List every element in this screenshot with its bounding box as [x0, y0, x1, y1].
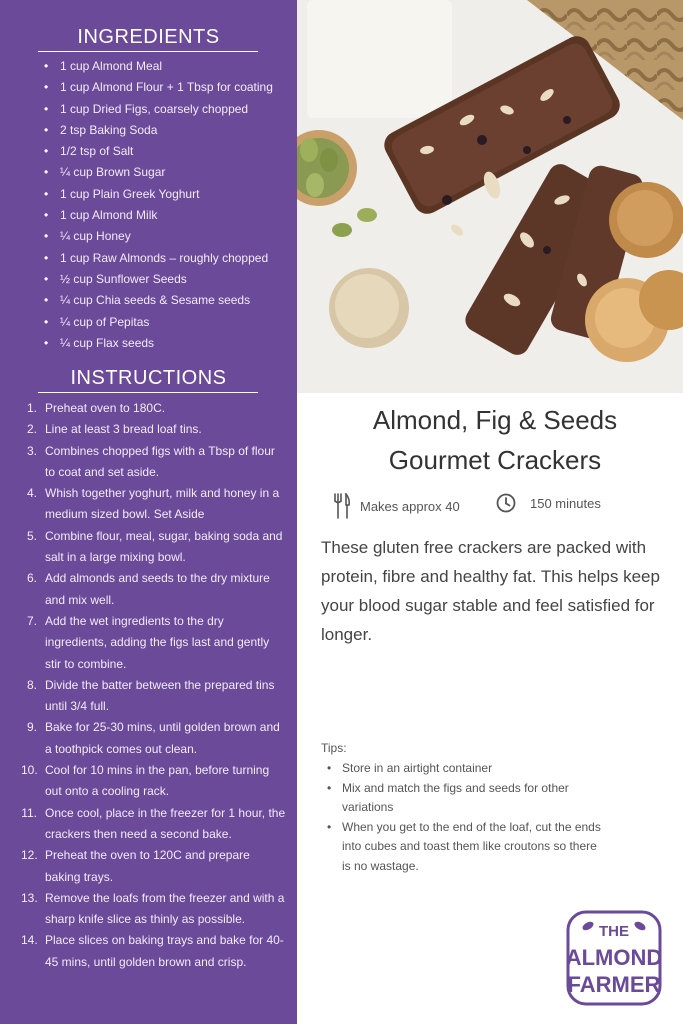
step-number: 13. [21, 890, 38, 905]
step-text: Divide the batter between the prepared tins until 3/4 full. [45, 677, 275, 714]
tips-list [327, 759, 607, 876]
ingredient-item: • ¼ cup of Pepitas [44, 312, 273, 333]
step-text: Combine flour, meal, sugar, baking soda and salt in a large mixing bowl. [45, 528, 283, 565]
recipe-yield [333, 493, 460, 519]
instruction-step [21, 803, 287, 846]
instruction-step [21, 930, 287, 973]
instruction-step [21, 888, 287, 931]
ingredient-item: • 1 cup Almond Milk [44, 205, 273, 226]
instructions-list [21, 398, 287, 973]
instruction-step [21, 845, 287, 888]
ingredient-item: • 1 cup Almond Meal [44, 56, 273, 77]
instruction-step [26, 483, 287, 526]
ingredient-item: • ¼ cup Brown Sugar [44, 162, 273, 183]
ingredient-item: • 2 tsp Baking Soda [44, 120, 273, 141]
recipe-photo [297, 0, 683, 393]
ingredient-item: • ¼ cup Honey [44, 226, 273, 247]
step-number: 14. [21, 933, 38, 948]
step-text: Preheat oven to 180C. [45, 401, 166, 415]
step-text: Preheat the oven to 120C and prepare baking trays. [45, 848, 250, 884]
tip-item: • When you get to the end of the loaf, cut the ends into cubes and toast them like croutons so there is no wastage. [327, 818, 607, 877]
tips-label: Tips: [321, 741, 347, 755]
step-text: Add the wet ingredients to the dry ingredients, adding the figs last and gently stir to combine. [45, 613, 270, 671]
step-number: 8. [26, 677, 37, 692]
instruction-step [26, 568, 287, 611]
step-text: Cool for 10 mins in the pan, before turning out onto a cooling rack. [45, 763, 270, 799]
step-number: 12. [21, 848, 38, 863]
ingredient-item: • ½ cup Sunflower Seeds [44, 269, 273, 290]
instruction-step [26, 526, 287, 569]
step-number: 9. [26, 720, 37, 735]
svg-text:FARMER: FARMER [567, 972, 661, 997]
ingredient-item: • ¼ cup Flax seeds [44, 333, 273, 354]
step-text: Place slices on baking trays and bake for 40-45 mins, until golden brown and crisp. [45, 933, 284, 969]
recipe-time [496, 493, 601, 513]
ingredient-item: • 1 cup Almond Flour + 1 Tbsp for coating [44, 77, 273, 98]
tip-item: • Mix and match the figs and seeds for other variations [327, 779, 607, 818]
step-text: Remove the loafs from the freezer and with a sharp knife slice as thinly as possible. [45, 890, 285, 927]
instruction-step [21, 760, 287, 803]
instruction-step [26, 398, 287, 419]
ingredient-item: • 1 cup Dried Figs, coarsely chopped [44, 99, 273, 120]
svg-text:THE: THE [599, 923, 629, 940]
step-text: Line at least 3 bread loaf tins. [45, 422, 202, 437]
step-number: 11. [21, 805, 37, 820]
recipe-sidebar [0, 0, 297, 1024]
step-text: Once cool, place in the freezer for 1 hour, the crackers then need a second bake. [45, 805, 286, 841]
yield-text: Makes approx 40 [360, 498, 460, 514]
step-number: 5. [26, 528, 37, 543]
almond-farmer-logo [566, 910, 662, 1006]
time-text: 150 minutes [530, 495, 601, 511]
step-number: 3. [26, 443, 37, 458]
step-text: Bake for 25-30 mins, until golden brown and a toothpick comes out clean. [45, 720, 280, 756]
step-number: 7. [26, 613, 37, 628]
step-text: Add almonds and seeds to the dry mixture and mix well. [45, 571, 270, 607]
crackers-photo-illustration [297, 0, 683, 393]
instruction-step [26, 675, 287, 718]
instruction-step [26, 611, 287, 675]
ingredient-item: • ¼ cup Chia seeds & Sesame seeds [44, 290, 273, 311]
instructions-rule [38, 392, 258, 393]
step-number: 1. [26, 401, 37, 415]
instructions-heading: INSTRUCTIONS [70, 367, 227, 389]
step-text: Whish together yoghurt, milk and honey in a medium sized bowl. Set Aside [45, 486, 280, 522]
tip-item: • Store in an airtight container [327, 759, 607, 779]
step-text: Combines chopped figs with a Tbsp of flour to coat and set aside. [45, 443, 275, 479]
step-number: 10. [21, 763, 38, 778]
clock-icon [496, 493, 516, 513]
ingredient-item: • 1 cup Plain Greek Yoghurt [44, 184, 273, 205]
instruction-step [26, 717, 287, 760]
recipe-title [310, 400, 680, 480]
recipe-description: These gluten free crackers are packed with protein, fibre and healthy fat. This helps keep your blood sugar stable and feel satisfied for longer. [321, 538, 660, 644]
cutlery-icon [333, 493, 351, 519]
svg-text:ALMOND: ALMOND [566, 945, 662, 970]
step-number: 4. [26, 486, 37, 501]
ingredient-item: • 1/2 tsp of Salt [44, 141, 273, 162]
ingredient-item: • 1 cup Raw Almonds – roughly chopped [44, 248, 273, 269]
ingredients-heading: INGREDIENTS [77, 26, 220, 48]
ingredients-list [44, 56, 273, 354]
step-number: 2. [26, 422, 37, 437]
instruction-step [26, 441, 287, 484]
recipe-title-line-2: Gourmet Crackers [388, 445, 602, 475]
recipe-title-line-1: Almond, Fig & Seeds [372, 405, 618, 435]
ingredients-rule [38, 51, 258, 52]
instruction-step [26, 419, 287, 440]
step-number: 6. [26, 571, 37, 586]
